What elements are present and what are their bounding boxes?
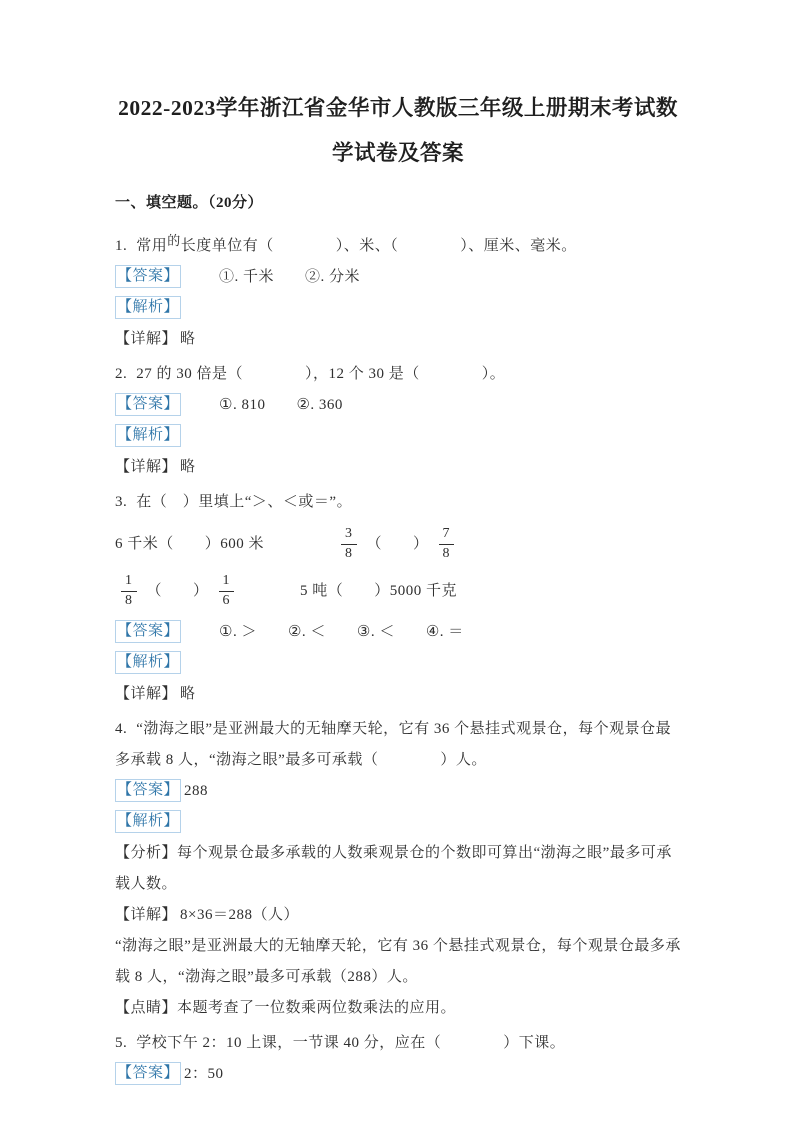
question-2-number: 2. bbox=[115, 366, 128, 382]
question-2-analysis-line bbox=[115, 421, 681, 452]
detail-label: 【详解】 bbox=[115, 331, 178, 347]
analysis-label: 【解析】 bbox=[115, 296, 181, 319]
question-4-restate-line bbox=[115, 931, 681, 993]
question-4-highlight-value: 本题考查了一位数乘两位数乘法的应用。 bbox=[177, 1000, 457, 1016]
compare-item-fractions-2 bbox=[115, 573, 300, 610]
question-1-detail-value: 略 bbox=[180, 331, 196, 347]
detail-label: 【详解】 bbox=[115, 686, 178, 702]
question-2-answer-value: ①. 810 ②. 360 bbox=[219, 397, 343, 413]
question-3-answer-value: ①. ＞ ②. ＜ ③. ＜ ④. ＝ bbox=[219, 624, 464, 640]
question-3-compare-row-1 bbox=[115, 523, 681, 565]
question-4-detail-line bbox=[115, 900, 681, 931]
question-5-answer-line bbox=[115, 1059, 681, 1090]
question-1-text-post: 长度单位有（ ）、米、（ ）、厘米、毫米。 bbox=[180, 238, 577, 254]
question-4-breakdown-value: 每个观景仓最多承载的人数乘观景仓的个数即可算出“渤海之眼”最多可承载人数。 bbox=[115, 845, 672, 892]
fraction-denominator: 8 bbox=[442, 545, 451, 561]
fraction-seven-eighths bbox=[439, 526, 455, 563]
question-3-detail-line bbox=[115, 679, 681, 710]
answer-label: 【答案】 bbox=[115, 265, 181, 288]
answer-label: 【答案】 bbox=[115, 1062, 181, 1085]
fraction-denominator: 6 bbox=[222, 592, 231, 608]
title-line-1: 2022-2023学年浙江省金华市人教版三年级上册期末考试数 bbox=[118, 96, 678, 120]
question-4-text bbox=[115, 714, 681, 776]
answer-label: 【答案】 bbox=[115, 620, 181, 643]
fraction-denominator: 8 bbox=[345, 545, 353, 561]
breakdown-label: 【分析】 bbox=[115, 845, 178, 861]
question-4-analysis-line bbox=[115, 807, 681, 838]
analysis-label: 【解析】 bbox=[115, 810, 181, 833]
question-4-number: 4. bbox=[115, 721, 128, 737]
question-4-breakdown-line bbox=[115, 838, 681, 900]
answer-label: 【答案】 bbox=[115, 393, 181, 416]
question-1-superscript: 的 bbox=[167, 233, 181, 248]
detail-label: 【详解】 bbox=[115, 907, 178, 923]
compare-item-kilometers: 6 千米（ ）600 米 bbox=[115, 535, 265, 552]
question-1-answer-line bbox=[115, 262, 681, 293]
analysis-label: 【解析】 bbox=[115, 424, 181, 447]
paren-blank: （ ） bbox=[366, 535, 429, 552]
question-2-text-body: 27 的 30 倍是（ ），12 个 30 是（ ）。 bbox=[136, 366, 506, 382]
question-3-answer-line bbox=[115, 617, 681, 648]
title-line-2: 学试卷及答案 bbox=[331, 141, 464, 165]
question-2-detail-line bbox=[115, 452, 681, 483]
section-heading: 一、填空题。（20分） bbox=[115, 195, 264, 211]
paren-blank: （ ） bbox=[146, 582, 209, 599]
compare-item-fractions-1 bbox=[335, 526, 460, 563]
question-3-text-body: 在（ ）里填上“＞、＜或＝”。 bbox=[136, 494, 353, 510]
question-4-answer-line bbox=[115, 776, 681, 807]
fraction-three-eighths bbox=[341, 526, 357, 563]
question-1-number: 1. bbox=[115, 238, 128, 254]
question-1-detail-line bbox=[115, 324, 681, 355]
document-title bbox=[115, 86, 681, 176]
fraction-numerator: 1 bbox=[219, 573, 235, 592]
detail-label: 【详解】 bbox=[115, 459, 178, 475]
fraction-numerator: 3 bbox=[341, 526, 357, 545]
question-3-number: 3. bbox=[115, 494, 128, 510]
question-2-detail-value: 略 bbox=[180, 459, 196, 475]
fraction-numerator: 1 bbox=[121, 573, 137, 592]
question-3-text bbox=[115, 487, 681, 518]
analysis-label: 【解析】 bbox=[115, 651, 181, 674]
question-3-detail-value: 略 bbox=[180, 686, 196, 702]
highlight-label: 【点睛】 bbox=[115, 1000, 178, 1016]
question-1-answer-value: ①. 千米 ②. 分米 bbox=[219, 269, 361, 285]
compare-item-tons: 5 吨（ ）5000 千克 bbox=[300, 582, 458, 599]
fraction-numerator: 7 bbox=[439, 526, 455, 545]
question-1-analysis-line bbox=[115, 293, 681, 324]
question-4-detail-value: 8×36＝288（人） bbox=[180, 907, 299, 923]
question-4-highlight-line bbox=[115, 993, 681, 1024]
fraction-one-eighth bbox=[121, 573, 137, 610]
question-5-number: 5. bbox=[115, 1035, 128, 1051]
question-2-answer-line bbox=[115, 390, 681, 421]
fraction-denominator: 8 bbox=[125, 592, 133, 608]
question-3-compare-row-2 bbox=[115, 570, 681, 612]
question-1-text-pre: 常用 bbox=[136, 238, 168, 254]
question-1-text bbox=[115, 225, 681, 262]
question-5-answer-value: 2：50 bbox=[184, 1066, 224, 1082]
question-4-restate-value: “渤海之眼”是亚洲最大的无轴摩天轮，它有 36 个悬挂式观景仓，每个观景仓最多承载 8 人，“渤海之眼”最多可承载（288）人。 bbox=[115, 938, 681, 985]
answer-label: 【答案】 bbox=[115, 779, 181, 802]
question-4-answer-value: 288 bbox=[184, 783, 209, 799]
question-3-analysis-line bbox=[115, 648, 681, 679]
question-4-text-body: “渤海之眼”是亚洲最大的无轴摩天轮，它有 36 个悬挂式观景仓，每个观景仓最多承载 8 人，“渤海之眼”最多可承载（ ）人。 bbox=[115, 721, 672, 768]
question-2-text bbox=[115, 359, 681, 390]
fraction-one-sixth bbox=[219, 573, 235, 610]
question-5-text bbox=[115, 1028, 681, 1059]
question-5-text-body: 学校下午 2：10 上课，一节课 40 分，应在（ ）下课。 bbox=[136, 1035, 566, 1051]
